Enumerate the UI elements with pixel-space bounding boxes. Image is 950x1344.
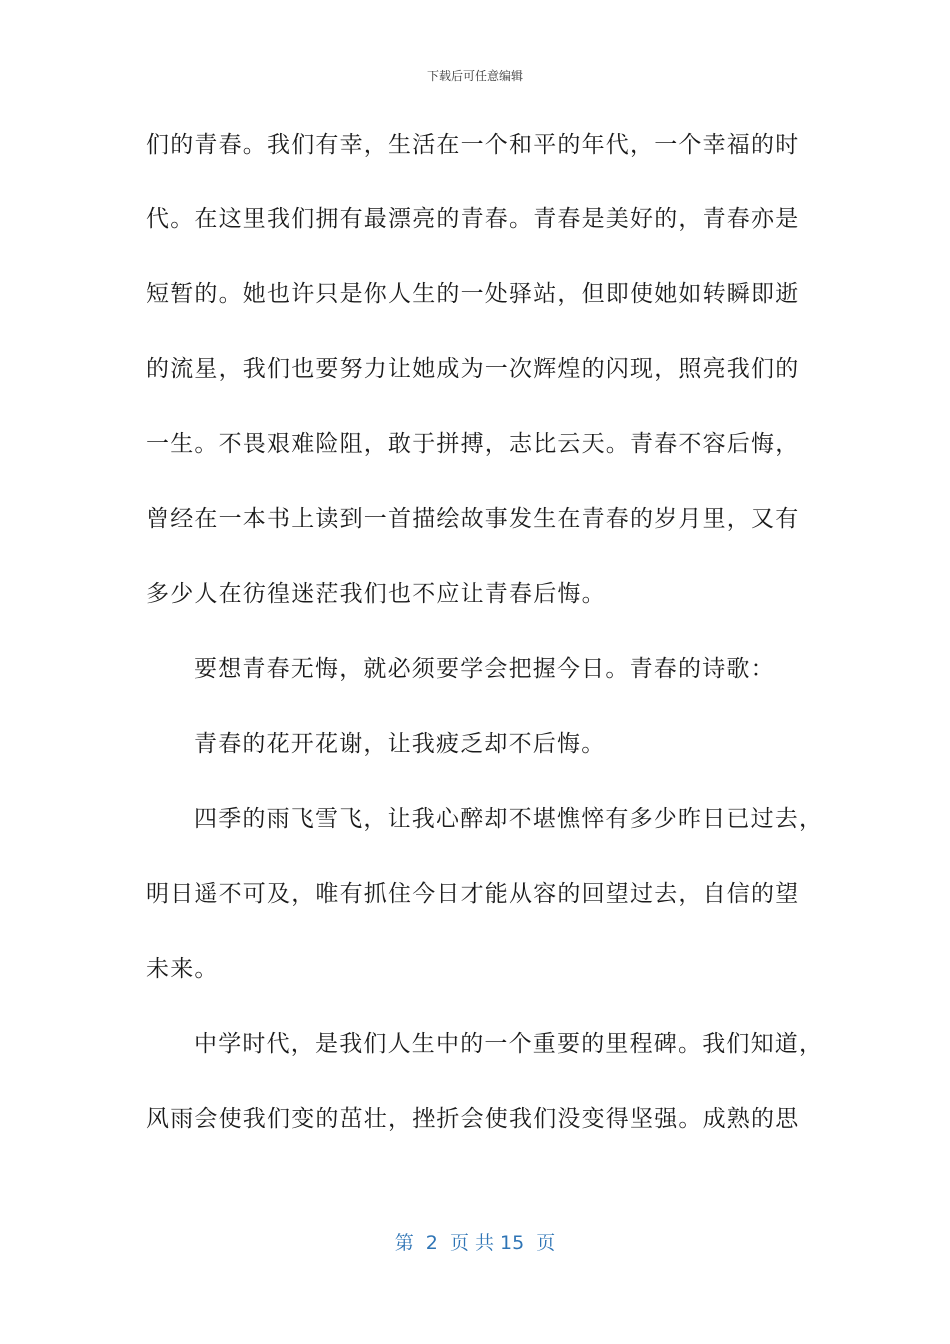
- body-line: 四季的雨飞雪飞，让我心醉却不堪憔悴有多少昨日已过去，: [194, 806, 824, 832]
- body-line: 曾经在一本书上读到一首描绘故事发生在青春的岁月里，又有: [146, 506, 800, 532]
- body-line: 多少人在彷徨迷茫我们也不应让青春后悔。: [146, 581, 606, 607]
- body-line: 们的青春。我们有幸，生活在一个和平的年代，一个幸福的时: [146, 132, 800, 158]
- body-line: 短暂的。她也许只是你人生的一处驿站，但即使她如转瞬即逝: [146, 281, 800, 307]
- page-number-footer: 第 2 页 共 15 页: [394, 1232, 556, 1254]
- body-line: 代。在这里我们拥有最漂亮的青春。青春是美好的，青春亦是: [146, 206, 800, 232]
- body-line: 未来。: [146, 956, 219, 982]
- body-line: 青春的花开花谢，让我疲乏却不后悔。: [194, 731, 606, 757]
- body-line: 中学时代，是我们人生中的一个重要的里程碑。我们知道，: [194, 1031, 824, 1057]
- body-line: 风雨会使我们变的茁壮，挫折会使我们没变得坚强。成熟的思: [146, 1106, 800, 1132]
- body-line: 的流星，我们也要努力让她成为一次辉煌的闪现，照亮我们的: [146, 356, 800, 382]
- body-line: 明日遥不可及，唯有抓住今日才能从容的回望过去，自信的望: [146, 881, 800, 907]
- body-line: 要想青春无悔，就必须要学会把握今日。青春的诗歌：: [194, 656, 775, 682]
- body-line: 一生。不畏艰难险阻，敢于拼搏，志比云天。青春不容后悔，: [146, 431, 800, 457]
- header-note: 下载后可任意编辑: [426, 69, 523, 83]
